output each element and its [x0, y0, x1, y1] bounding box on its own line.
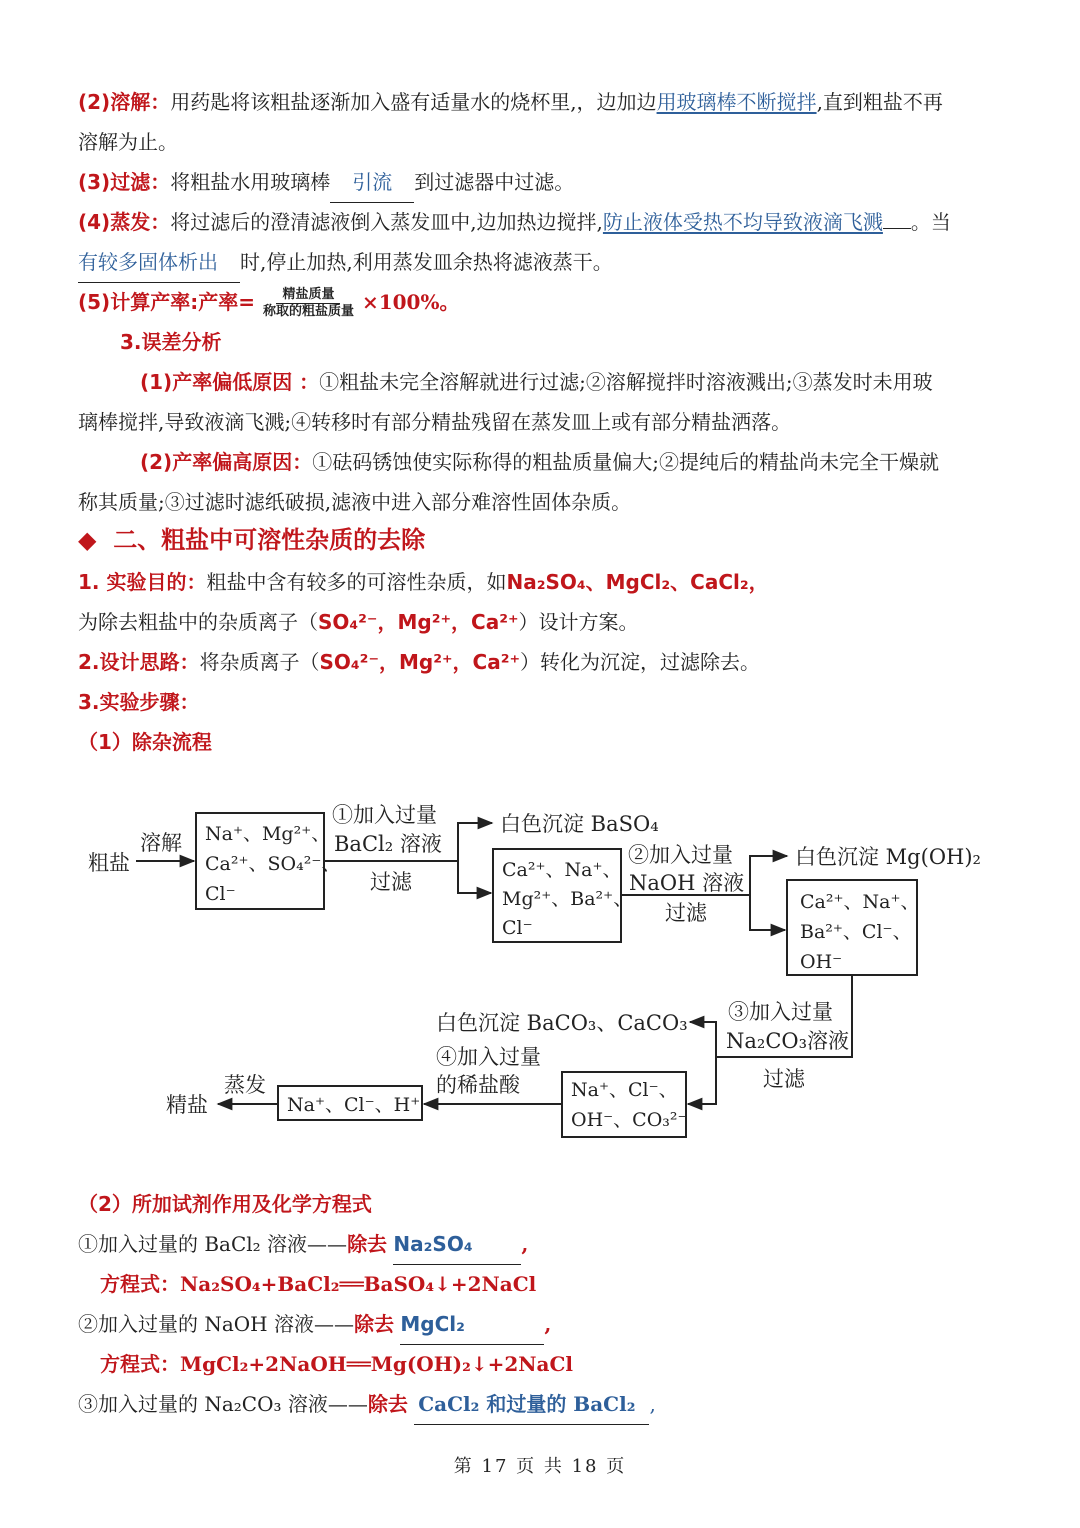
box3-line2: Ba²⁺、Cl⁻、 [800, 921, 912, 943]
diamond-bullet-icon: ◆ [78, 526, 97, 554]
reagent1-line2: BaCl₂ 溶液 [334, 832, 442, 856]
yield-numerator: 精盐质量 [276, 287, 340, 304]
evaporate-label: 蒸发 [224, 1073, 266, 1097]
high-yield-text2: 称其质量;③过滤时滤纸破损,滤液中进入部分难溶性固体杂质。 [78, 490, 632, 514]
steps-label: 3.实验步骤： [78, 690, 200, 714]
purification-flow-diagram [0, 770, 1080, 1170]
low-yield-label: (1)产率偏低原因 ： [140, 370, 320, 394]
reagent1-remove: 除去 [347, 1232, 388, 1256]
step-dissolve-text: 用药匙将该粗盐逐渐加入盛有适量水的烧杯里,，边加边 [170, 90, 657, 114]
step-evaporate-cont [78, 242, 1008, 283]
filter2-label: 过滤 [665, 901, 707, 925]
answer-blank-end [883, 228, 911, 229]
idea-ions: SO₄²⁻，Mg²⁺，Ca²⁺ [319, 650, 521, 674]
box2-line2: Mg²⁺、Ba²⁺、 [502, 888, 633, 910]
arrow-to-precipitate3 [690, 1022, 716, 1057]
precipitate-mgoh2: 白色沉淀 Mg(OH)₂ [795, 845, 981, 869]
low-yield-text2: 璃棒搅拌,导致液滴飞溅;④转移时有部分精盐残留在蒸发皿上或有部分精盐洒落。 [78, 410, 792, 434]
step-dissolve-text2: ,直到粗盐不再 [816, 90, 943, 114]
purpose-label: 1. 实验目的： [78, 570, 207, 594]
reagent2-line1: ②加入过量 [628, 843, 733, 867]
section-title-text: 二、粗盐中可溶性杂质的去除 [113, 526, 426, 554]
purpose-impurities: Na₂SO₄、MgCl₂、CaCl₂， [506, 570, 769, 594]
step-dissolve-label: (2)溶解： [78, 90, 171, 114]
low-yield-cont [78, 402, 1008, 442]
reagent2-blank [400, 1304, 544, 1345]
reagent3-answer: CaCl₂ 和过量的 BaCl₂ [418, 1392, 636, 1416]
box2-line3: Cl⁻ [502, 917, 533, 939]
filter3-label: 过滤 [763, 1067, 805, 1091]
step-evaporate-text3: 时,停止加热,利用蒸发皿余热将滤液蒸干。 [240, 250, 613, 274]
yield-fraction [257, 287, 360, 320]
precipitate-baco3-caco3: 白色沉淀 BaCO₃、CaCO₃ [436, 1011, 688, 1035]
idea-text: 将杂质离子（ [199, 650, 320, 674]
reagent4-line2: 的稀盐酸 [436, 1073, 520, 1097]
reagent2-remove: 除去 [353, 1312, 394, 1336]
high-yield-text: ①砝码锈蚀使实际称得的粗盐质量偏大;②提纯后的精盐尚未完全干燥就 [312, 450, 939, 474]
arrow-to-box4 [688, 1057, 716, 1104]
reagent2 [78, 1304, 1008, 1345]
idea-label: 2.设计思路： [78, 650, 200, 674]
step-yield [78, 282, 1008, 322]
reagent1-blank [393, 1224, 521, 1265]
reagent4-line1: ④加入过量 [436, 1045, 541, 1069]
step-dissolve-text3: 溶解为止。 [78, 130, 178, 154]
reagent2-comma: , [544, 1312, 552, 1336]
step-dissolve [78, 82, 1008, 122]
yield-denominator: 称取的粗盐质量 [262, 304, 354, 319]
box4-line2: OH⁻、CO₃²⁻ [571, 1109, 688, 1131]
reagent3-remove: 除去 [367, 1392, 408, 1416]
box1-line1: Na⁺、Mg²⁺、 [205, 823, 331, 845]
crude-salt-label: 粗盐 [88, 851, 130, 875]
reagent1-text: ①加入过量的 BaCl₂ 溶液—— [78, 1232, 348, 1256]
error-analysis-title: 3.误差分析 [120, 330, 222, 354]
reagents-title: （2）所加试剂作用及化学方程式 [78, 1192, 372, 1216]
equation1-text: Na₂SO₄+BaCl₂══BaSO₄↓+2NaCl [180, 1272, 537, 1296]
reagent3-line2: Na₂CO₃溶液 [726, 1029, 850, 1053]
purpose-text: 粗盐中含有较多的可溶性杂质，如 [206, 570, 507, 594]
box1-line2: Ca²⁺、SO₄²⁻、 [205, 853, 341, 875]
page-footer: 第 17 页 共 18 页 [453, 1456, 627, 1477]
box5-text: Na⁺、Cl⁻、H⁺ [287, 1094, 421, 1116]
purpose-text2: 为除去粗盐中的杂质离子（ [78, 610, 318, 634]
reagent3 [78, 1384, 1008, 1425]
answer-blank-solid [78, 242, 240, 283]
answer-stir: 用玻璃棒不断搅拌 [656, 90, 817, 114]
step-evaporate [78, 202, 1008, 242]
box2-line1: Ca²⁺、Na⁺、 [502, 859, 622, 881]
purpose-ions: SO₄²⁻，Mg²⁺，Ca²⁺ [318, 610, 519, 634]
equation1 [100, 1264, 1030, 1304]
step-filter [78, 162, 1008, 203]
step-evaporate-label: (4)蒸发： [78, 210, 171, 234]
reagent1-line1: ①加入过量 [332, 803, 437, 827]
answer-drain: 引流 [352, 170, 393, 194]
box3-line3: OH⁻ [800, 951, 843, 973]
step-filter-text: 将粗盐水用玻璃棒 [170, 170, 331, 194]
box4-line1: Na⁺、Cl⁻、 [571, 1079, 678, 1101]
reagent1 [78, 1224, 1008, 1265]
step-dissolve-cont [78, 122, 1008, 162]
purpose-text3: ）设计方案。 [518, 610, 639, 634]
yield-tail: ×100%。 [361, 290, 460, 314]
box3-line1: Ca²⁺、Na⁺、 [800, 891, 920, 913]
idea-text2: ）转化为沉淀，过滤除去。 [520, 650, 761, 674]
filter1-label: 过滤 [370, 870, 412, 894]
high-yield-label: (2)产率偏高原因： [140, 450, 313, 474]
step-evaporate-text2: 。当 [910, 210, 951, 234]
dissolve-label: 溶解 [140, 831, 182, 855]
answer-solid: 有较多固体析出 [78, 250, 218, 274]
reagent3-line1: ③加入过量 [728, 1000, 833, 1024]
arrow-to-box2 [458, 861, 491, 893]
precipitate-baso4: 白色沉淀 BaSO₄ [500, 812, 659, 836]
equation2-text: MgCl₂+2NaOH══Mg(OH)₂↓+2NaCl [180, 1352, 574, 1376]
reagent2-text: ②加入过量的 NaOH 溶液—— [78, 1312, 354, 1336]
reagent3-blank [414, 1384, 649, 1425]
reagent3-comma: , [649, 1392, 656, 1416]
low-yield-text: ①粗盐未完全溶解就进行过滤;②溶解搅拌时溶液溅出;③蒸发时未用玻 [319, 370, 933, 394]
step-yield-label: (5)计算产率:产率= [78, 290, 255, 314]
arrow-to-box3 [750, 895, 785, 930]
arrow-to-precipitate2 [750, 856, 787, 895]
flow-label: （1）除杂流程 [78, 730, 212, 754]
answer-blank-drain [330, 162, 414, 203]
answer-splash: 防止液体受热不均导致液滴飞溅 [602, 210, 883, 234]
high-yield-cont [78, 482, 1008, 522]
section-title [78, 520, 1008, 560]
reagent3-text: ③加入过量的 Na₂CO₃ 溶液—— [78, 1392, 368, 1416]
step-filter-label: (3)过滤： [78, 170, 171, 194]
box1-line3: Cl⁻ [205, 883, 236, 905]
step-filter-text2: 到过滤器中过滤。 [414, 170, 575, 194]
reagent1-comma: , [521, 1232, 529, 1256]
design-idea [78, 642, 1008, 682]
reagent1-answer: Na₂SO₄ [393, 1232, 473, 1256]
arrow-to-precipitate1 [458, 823, 492, 861]
equation2 [100, 1344, 1030, 1384]
step-evaporate-text: 将过滤后的澄清滤液倒入蒸发皿中,边加热边搅拌, [170, 210, 603, 234]
fine-salt-label: 精盐 [166, 1093, 208, 1117]
purpose [78, 562, 1008, 602]
purpose-cont [78, 602, 1008, 642]
equation1-label: 方程式： [100, 1272, 180, 1296]
reagent2-answer: MgCl₂ [400, 1312, 465, 1336]
low-yield [140, 362, 1010, 402]
high-yield [140, 442, 1010, 482]
equation2-label: 方程式： [100, 1352, 180, 1376]
reagent2-line2: NaOH 溶液 [629, 871, 745, 895]
